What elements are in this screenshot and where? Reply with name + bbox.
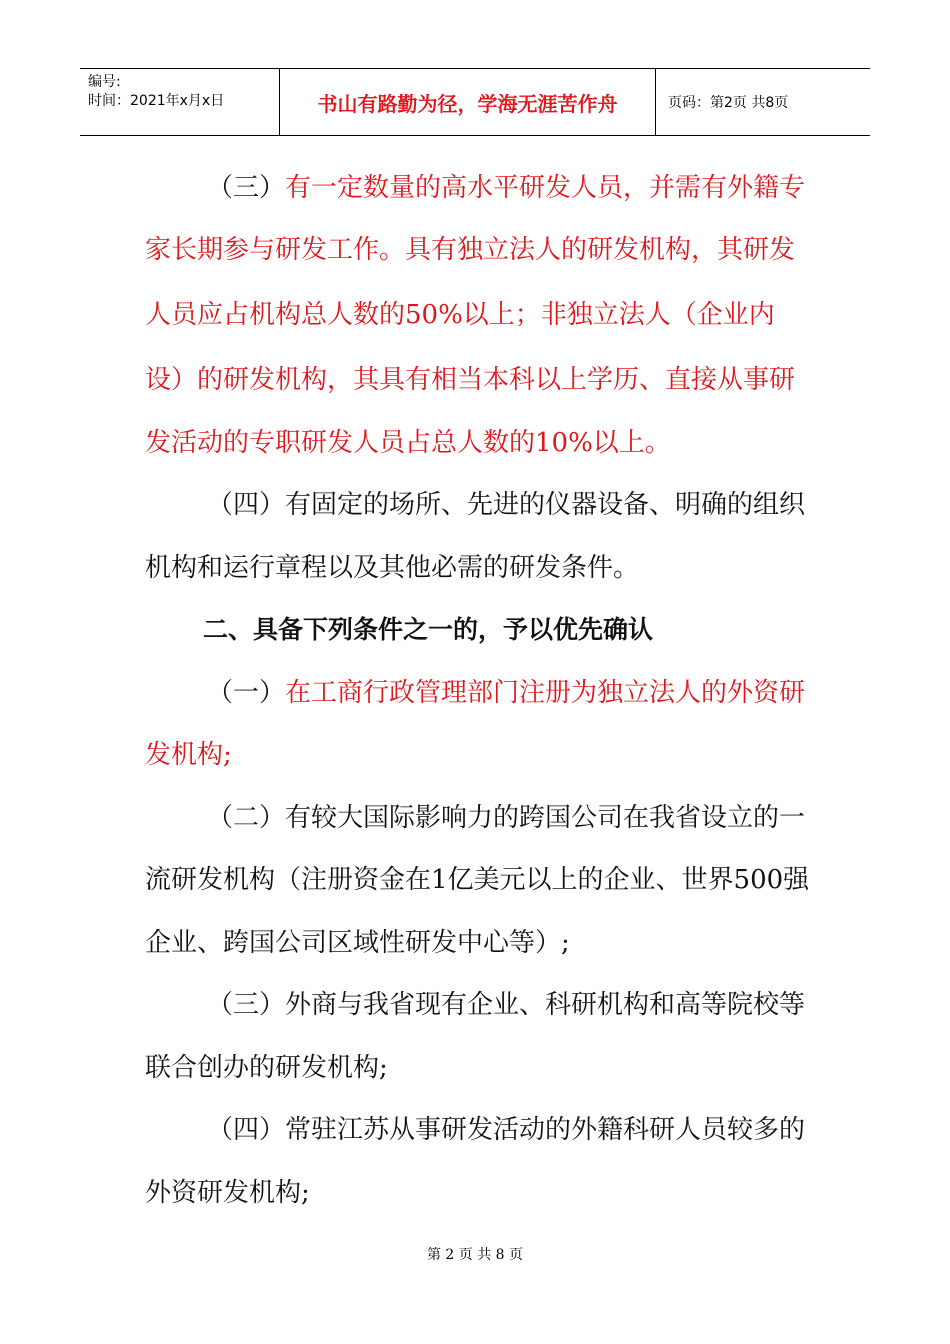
page-footer: 第 2 页 共 8 页 (426, 1247, 524, 1263)
paragraph-3-prefix: （三） (207, 173, 286, 203)
sub-4-line-1: （四）常驻江苏从事研发活动的外籍科研人员较多的 (207, 1115, 806, 1145)
paragraph-3-line-1 (207, 173, 805, 203)
header-page-code: 页码：第2页 共8页 (668, 95, 789, 111)
header-meta (80, 69, 280, 135)
sub-2-line-2: 流研发机构（注册资金在1亿美元以上的企业、世界500强 (145, 865, 810, 895)
sub-3-line-1: （三）外商与我省现有企业、科研机构和高等院校等 (207, 990, 806, 1020)
paragraph-4-line-1: （四）有固定的场所、先进的仪器设备、明确的组织 (207, 490, 806, 520)
paragraph-3-line-4: 设）的研发机构，其具有相当本科以上学历、直接从事研 (145, 365, 796, 395)
paragraph-3-line-3: 人员应占机构总人数的50%以上；非独立法人（企业内 (145, 300, 775, 330)
sub-1-line-1 (207, 678, 805, 708)
sub-2-line-3: 企业、跨国公司区域性研发中心等）; (145, 928, 570, 958)
sub-1-red-text: 在工商行政管理部门注册为独立法人的外资研 (285, 678, 806, 708)
sub-3-line-2: 联合创办的研发机构; (145, 1053, 388, 1083)
sub-4-line-2: 外资研发机构; (145, 1178, 310, 1208)
sub-2-line-1: （二）有较大国际影响力的跨国公司在我省设立的一 (207, 803, 806, 833)
sub-1-line-2: 发机构; (145, 740, 232, 770)
paragraph-3-red-text: 有一定数量的高水平研发人员，并需有外籍专 (285, 173, 806, 203)
header-motto: 书山有路勤为径，学海无涯苦作舟 (280, 69, 656, 135)
paragraph-3-line-5: 发活动的专职研发人员占总人数的10%以上。 (145, 428, 671, 458)
sub-1-prefix: （一） (207, 678, 286, 708)
paragraph-4-line-2: 机构和运行章程以及其他必需的研发条件。 (145, 553, 640, 583)
number-label: 编号: (88, 74, 121, 90)
section-heading-2: 二、具备下列条件之一的，予以优先确认 (203, 615, 654, 644)
page-header (80, 68, 870, 136)
time-label: 时间：2021年x月x日 (88, 93, 225, 109)
paragraph-3-line-2: 家长期参与研发工作。具有独立法人的研发机构，其研发 (145, 235, 796, 265)
